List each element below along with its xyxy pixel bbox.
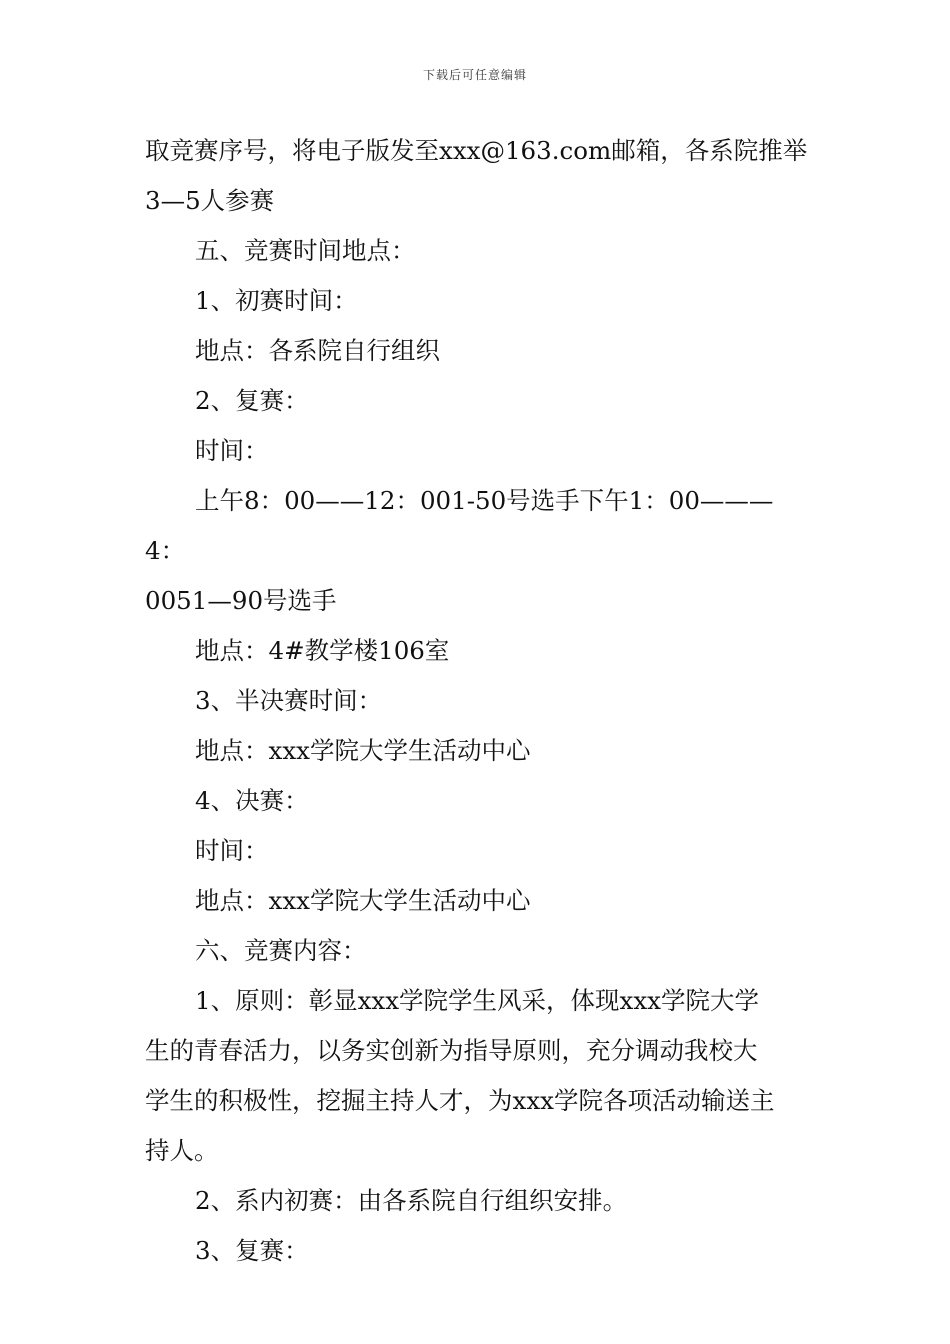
paragraph-line: 持人。 (145, 1136, 219, 1165)
paragraph-line: 时间： (195, 836, 269, 865)
paragraph-line: 3、复赛： (195, 1236, 309, 1265)
paragraph-line: 2、复赛： (195, 386, 309, 415)
paragraph-line: 地点：4#教学楼106室 (195, 636, 450, 665)
paragraph-line: 0051—90号选手 (145, 586, 337, 615)
page-header-note: 下载后可任意编辑 (422, 68, 527, 82)
paragraph-line: 学生的积极性，挖掘主持人才，为xxx学院各项活动输送主 (145, 1086, 775, 1115)
paragraph-line: 1、初赛时间： (195, 286, 358, 315)
paragraph-line: 上午8：00——12：001-50号选手下午1：00———4： (145, 486, 774, 565)
paragraph-line: 地点：xxx学院大学生活动中心 (195, 736, 531, 765)
paragraph-line: 4、决赛： (195, 786, 309, 815)
section-heading-5: 五、竞赛时间地点： (195, 236, 416, 265)
paragraph-line: 时间： (195, 436, 269, 465)
document-body (145, 126, 810, 1276)
paragraph-line: 1、原则：彰显xxx学院学生风采，体现xxx学院大学 (195, 986, 759, 1015)
paragraph-line: 生的青春活力，以务实创新为指导原则，充分调动我校大 (145, 1036, 758, 1065)
paragraph-line: 3—5人参赛 (145, 186, 275, 215)
paragraph-line: 地点：xxx学院大学生活动中心 (195, 886, 531, 915)
paragraph-line: 3、半决赛时间： (195, 686, 383, 715)
paragraph-line: 取竞赛序号，将电子版发至xxx@163.com邮箱，各系院推举 (145, 136, 808, 165)
paragraph-line: 2、系内初赛：由各系院自行组织安排。 (195, 1186, 628, 1215)
section-heading-6: 六、竞赛内容： (195, 936, 367, 965)
paragraph-line: 地点：各系院自行组织 (195, 336, 440, 365)
